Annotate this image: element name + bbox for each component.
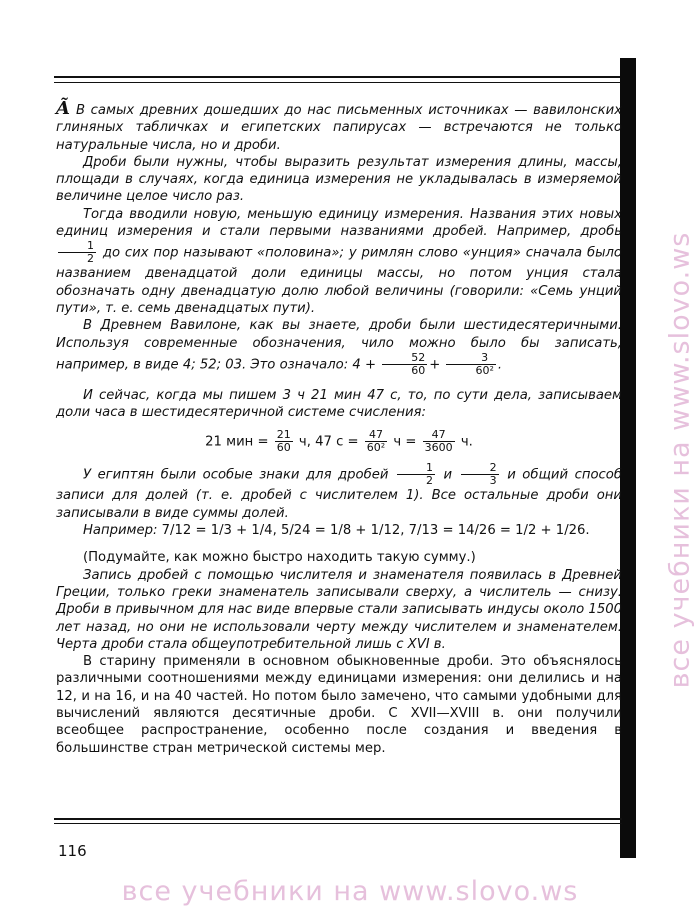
watermark-bottom: все учебники на www.slovo.ws xyxy=(121,876,579,907)
paragraph-9: В старину применяли в основном обыкновенные дроби. Это объяснялось различными соотношениями между единицами измерения: они делились и на 12, и на 16, и на 40 частей. Но потом было замечено, что самыми удобными для вычислений являются десятичные дроби. С XVII—XVIII в. они получили всеобщее распространение, особенно после создания и введения в большинстве стран метрической системы мер. xyxy=(56,654,622,756)
page-number: 116 xyxy=(58,842,87,860)
paragraph-2: Дроби были нужны, чтобы выразить результат измерения длины, массы, площади в случаях, когда единица измерения не укладывалась в измеряемой величине целое число раз. xyxy=(56,154,622,205)
paragraph-7: (Подумайте, как можно быстро находить такую сумму.) xyxy=(83,550,476,566)
fraction-52-60: $\frac{52}{60}$ xyxy=(382,352,427,377)
watermark-side: все учебники на www.slovo.ws xyxy=(664,231,696,689)
fraction-half: $\frac{1}{2}$ xyxy=(58,240,96,265)
paragraph-6: У египтян были особые знаки для дробей $\frac{1}{2}$ и $\frac{2}{3}$ и общий способ записи для долей (т. е. дробей с числителем 1). Все остальные дроби они записывали в виде суммы долей. xyxy=(56,461,622,521)
paragraph-5: И сейчас, когда мы пишем 3 ч 21 мин 47 с, то, по сути дела, записываем доли часа в шестидесятеричной системе счисления: xyxy=(56,387,622,421)
example-line: Например: 7/12 = 1/3 + 1/4, 5/24 = 1/8 + 1/12, 7/13 = 14/26 = 1/2 + 1/26. xyxy=(83,523,590,539)
paragraph-1: Ã В самых древних дошедших до нас письменных источниках — вавилонских глиняных табличках и египетских папирусах — встречаются не только натуральные числа, но и дроби. xyxy=(56,98,622,153)
fraction-3-3600: $\frac{3}{\text{60²}}$ xyxy=(446,352,495,377)
top-rule xyxy=(54,76,622,78)
page-text xyxy=(56,100,622,757)
bottom-rule xyxy=(54,818,622,820)
top-rule-thin xyxy=(54,82,622,83)
binding-shadow xyxy=(620,58,636,858)
paragraph-4: В Древнем Вавилоне, как вы знаете, дроби были шестидесятеричными. Используя современные обозначения, чило можно было бы записать, например, в виде 4; 52; 03. Это означало: 4 + $\frac{52}{60}$ + $\frac{3}{\text{60²}}$ . xyxy=(56,318,622,377)
paragraph-8: Запись дробей с помощью числителя и знаменателя появилась в Древней Греции, только греки знаменатель записывали сверху, а числитель — снизу. Дроби в привычном для нас виде впервые стали записывать индусы около 1500 лет назад, но они не использовали черту между числителем и знаменателем. Черта дроби стала общеупотребительной лишь с XVI в. xyxy=(56,567,622,652)
bottom-rule-thin xyxy=(54,823,622,824)
section-logo-icon: Ã xyxy=(56,98,70,119)
equation-time: 21 мин = $\frac{21}{60}$ ч, 47 с = $\frac{47}{\text{60²}}$ ч = $\frac{47}{3600}$ ч. xyxy=(205,428,473,455)
paragraph-3: Тогда вводили новую, меньшую единицу измерения. Названия этих новых единиц измерения и стали первыми названиями дробей. Например, дробь $\frac{1}{2}$ до сих пор называют «половина»; у римлян слово «унция» сначала было названием двенадцатой доли единицы массы, но потом унция стала обозначать одну двенадцатую долю любой величины (говорили: «Семь унций пути», т. е. семь двенадцатых пути). xyxy=(56,206,622,316)
